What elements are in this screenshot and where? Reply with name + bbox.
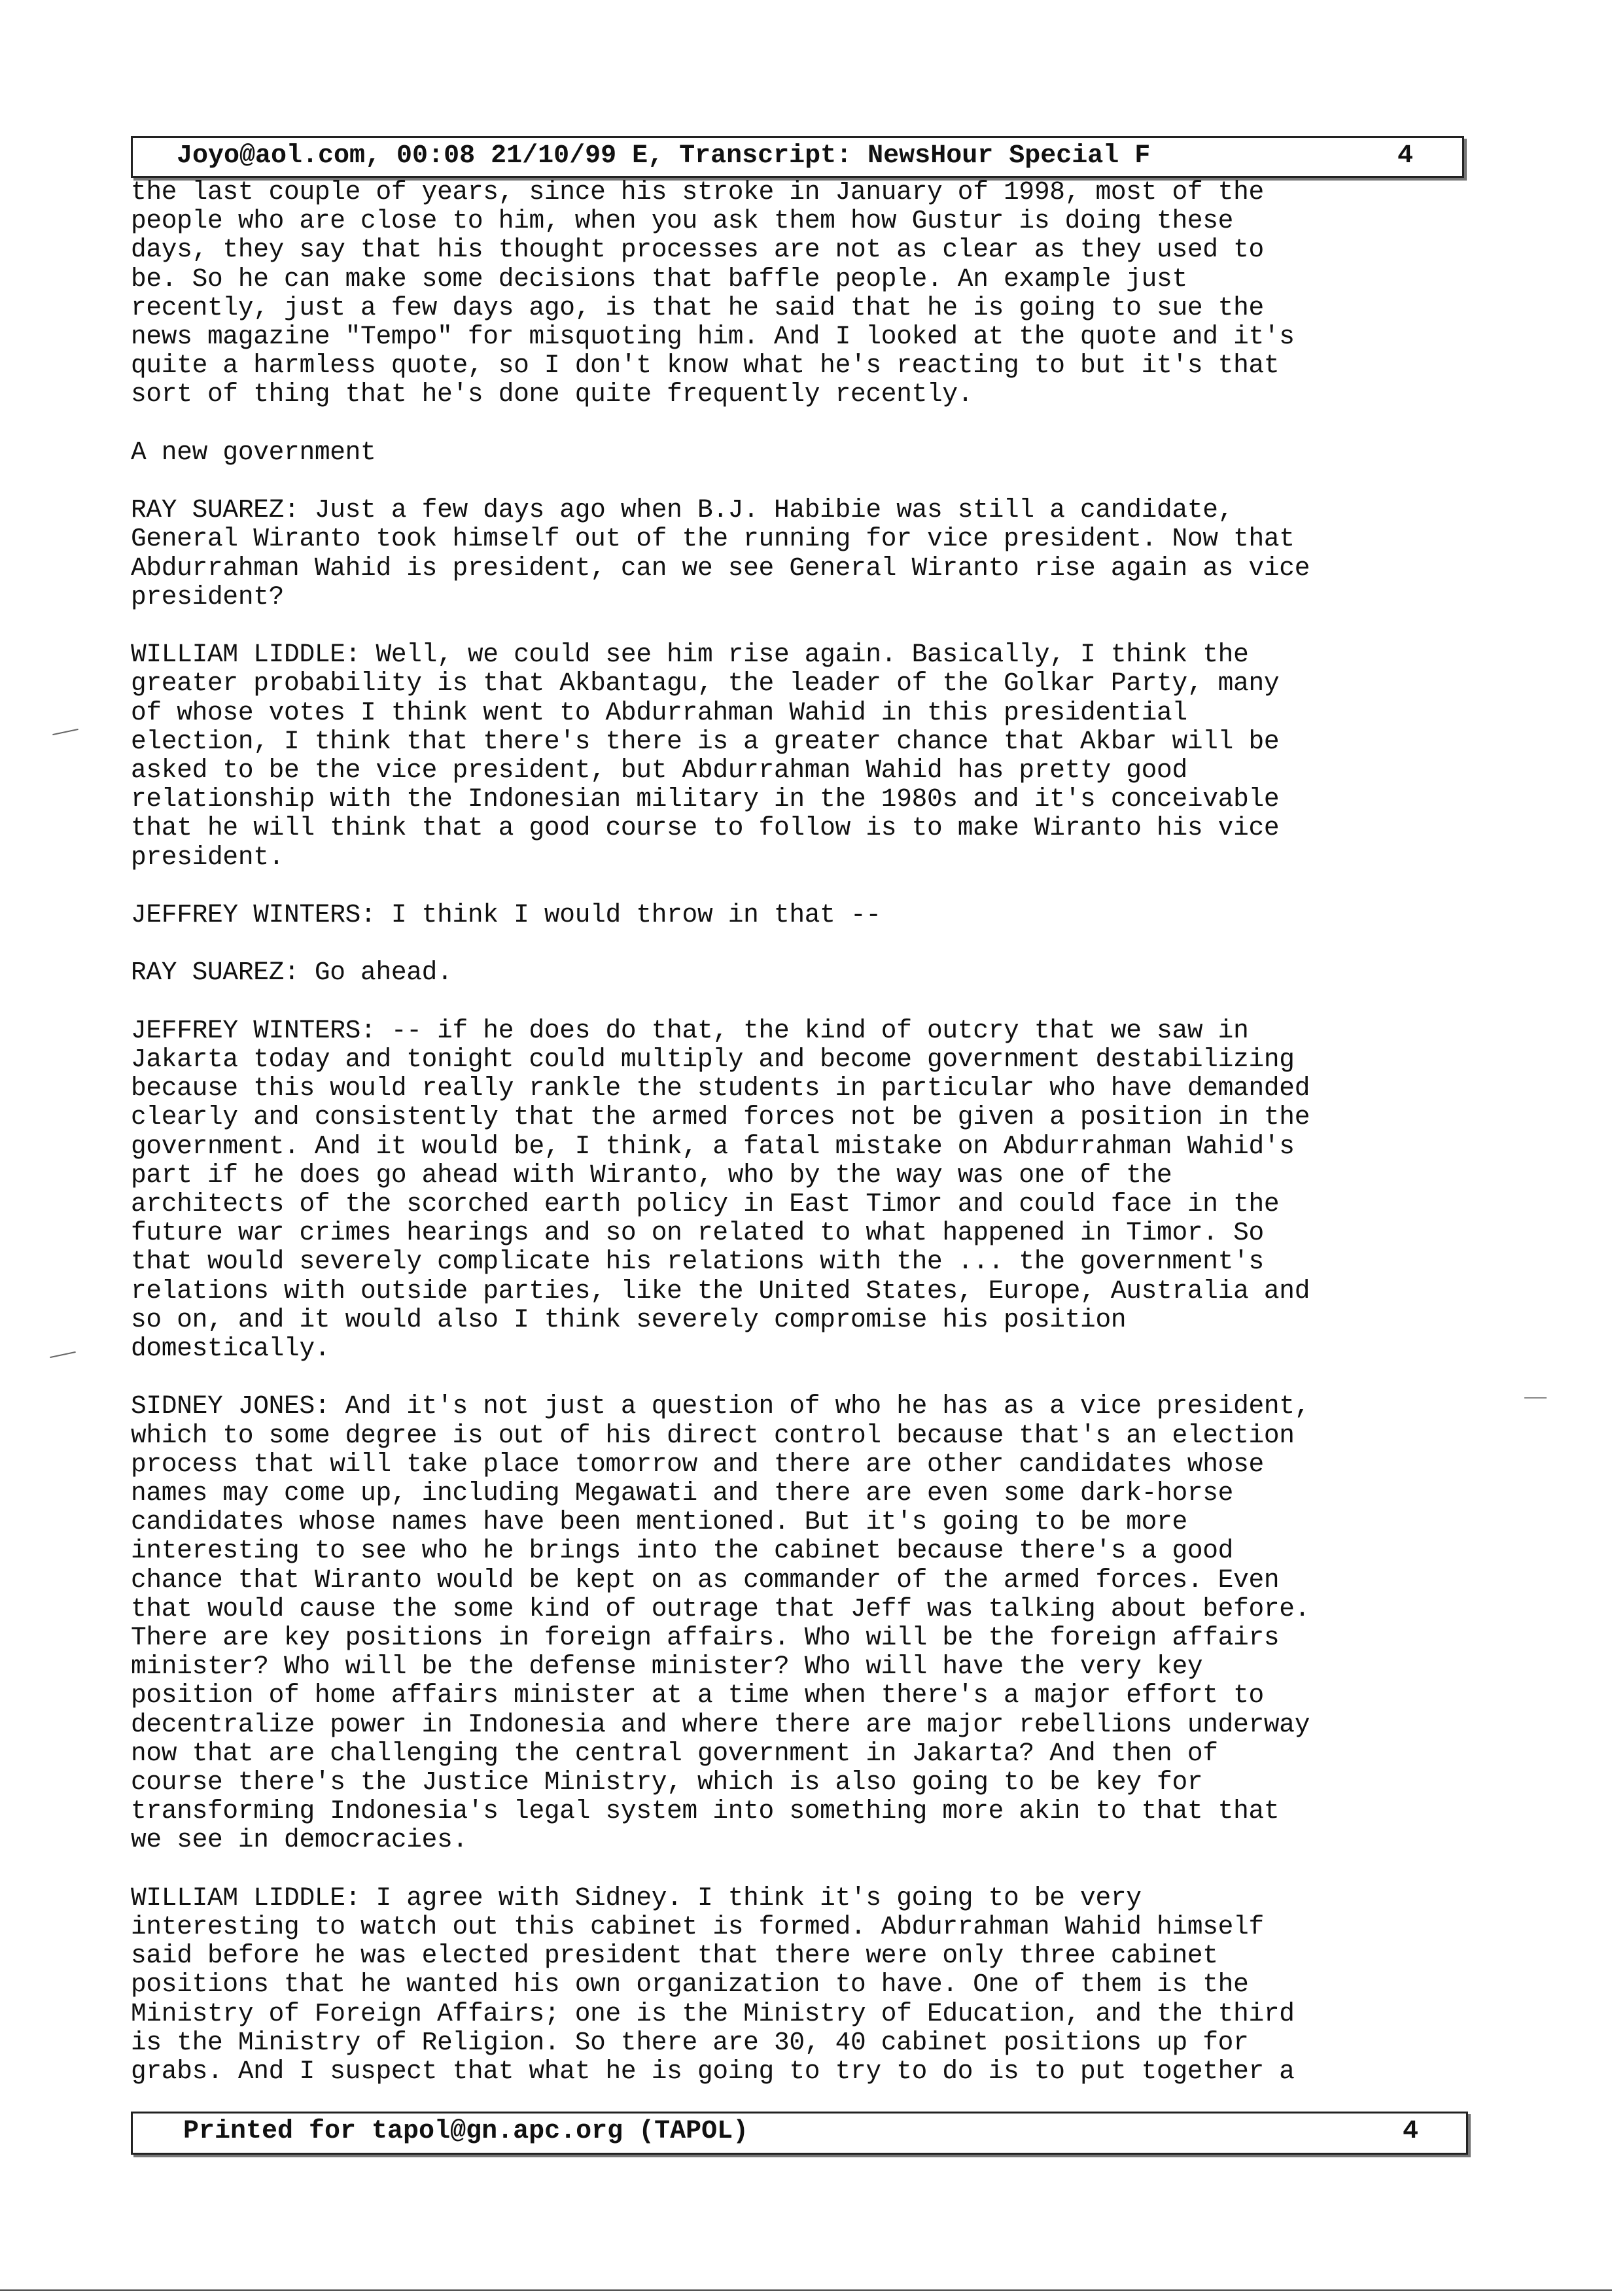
text-line: government. And it would be, I think, a fatal mistake on Abdurrahman Wahid's: [131, 1131, 1295, 1161]
text-line: A new government: [131, 437, 376, 467]
text-line: that would severely complicate his relations with the ... the government's: [131, 1247, 1264, 1277]
text-line: names may come up, including Megawati and there are even some dark-horse: [131, 1478, 1234, 1508]
text-line: General Wiranto took himself out of the running for vice president. Now that: [131, 524, 1295, 554]
transcript-paragraph: [131, 438, 1465, 467]
transcript-paragraph: [131, 640, 1465, 872]
text-line: greater probability is that Akbantagu, the leader of the Golkar Party, many: [131, 669, 1280, 699]
text-line: decentralize power in Indonesia and where there are major rebellions underway: [131, 1709, 1310, 1739]
text-line: SIDNEY JONES: And it's not just a question of who he has as a vice president,: [131, 1391, 1310, 1421]
text-line: interesting to watch out this cabinet is formed. Abdurrahman Wahid himself: [131, 1912, 1264, 1942]
text-line: Abdurrahman Wahid is president, can we see General Wiranto rise again as vice: [131, 553, 1310, 583]
text-line: is the Ministry of Religion. So there are 30, 40 cabinet positions up for: [131, 2027, 1249, 2057]
text-line: be. So he can make some decisions that baffle people. An example just: [131, 264, 1187, 294]
text-line: we see in democracies.: [131, 1825, 468, 1855]
text-line: that would cause the some kind of outrage that Jeff was talking about before.: [131, 1593, 1310, 1624]
text-line: news magazine "Tempo" for misquoting him. And I looked at the quote and it's: [131, 322, 1295, 352]
transcript-body: [131, 178, 1465, 2115]
text-line: process that will take place tomorrow and there are other candidates whose: [131, 1449, 1264, 1479]
text-line: JEFFREY WINTERS: I think I would throw in that --: [131, 900, 881, 930]
text-line: so on, and it would also I think severely compromise his position: [131, 1304, 1127, 1334]
text-line: chance that Wiranto would be kept on as commander of the armed forces. Even: [131, 1565, 1280, 1595]
text-line: sort of thing that he's done quite frequently recently.: [131, 379, 973, 409]
header-title: Joyo@aol.com, 00:08 21/10/99 E, Transcript: NewsHour Special F: [177, 141, 1151, 171]
text-line: There are key positions in foreign affairs. Who will be the foreign affairs: [131, 1623, 1280, 1653]
text-line: because this would really rankle the students in particular who have demanded: [131, 1073, 1310, 1104]
transcript-paragraph: [131, 496, 1465, 612]
text-line: RAY SUAREZ: Go ahead.: [131, 958, 453, 988]
text-line: future war crimes hearings and so on related to what happened in Timor. So: [131, 1218, 1264, 1248]
text-line: candidates whose names have been mentioned. But it's going to be more: [131, 1507, 1187, 1537]
text-line: president?: [131, 582, 285, 612]
text-line: asked to be the vice president, but Abdurrahman Wahid has pretty good: [131, 756, 1187, 786]
text-line: people who are close to him, when you ask them how Gustur is doing these: [131, 206, 1234, 236]
footer-page-number: 4: [1403, 2117, 1419, 2146]
transcript-paragraph: [131, 1017, 1465, 1363]
text-line: clearly and consistently that the armed forces not be given a position in the: [131, 1102, 1310, 1132]
text-line: relationship with the Indonesian military in the 1980s and it's conceivable: [131, 784, 1280, 814]
text-line: course there's the Justice Ministry, which is also going to be key for: [131, 1767, 1203, 1798]
text-line: interesting to see who he brings into the cabinet because there's a good: [131, 1536, 1234, 1566]
text-line: RAY SUAREZ: Just a few days ago when B.J. Habibie was still a candidate,: [131, 495, 1234, 525]
text-line: president.: [131, 842, 285, 872]
header-page-number: 4: [1397, 141, 1414, 171]
text-line: election, I think that there's there is a greater chance that Akbar will be: [131, 726, 1280, 756]
text-line: WILLIAM LIDDLE: I agree with Sidney. I think it's going to be very: [131, 1883, 1142, 1913]
text-line: position of home affairs minister at a time when there's a major effort to: [131, 1680, 1264, 1711]
text-line: now that are challenging the central government in Jakarta? And then of: [131, 1738, 1218, 1768]
text-line: recently, just a few days ago, is that he said that he is going to sue the: [131, 292, 1264, 322]
scan-margin-mark: [1524, 1397, 1547, 1399]
text-line: relations with outside parties, like the United States, Europe, Australia and: [131, 1276, 1310, 1306]
text-line: Jakarta today and tonight could multiply and become government destabilizing: [131, 1045, 1295, 1074]
transcript-paragraph: [131, 901, 1465, 930]
text-line: domestically.: [131, 1334, 330, 1364]
text-line: Ministry of Foreign Affairs; one is the Ministry of Education, and the third: [131, 1998, 1295, 2028]
text-line: that he will think that a good course to follow is to make Wiranto his vice: [131, 813, 1280, 843]
text-line: said before he was elected president that there were only three cabinet: [131, 1941, 1218, 1971]
scan-margin-mark: [52, 729, 79, 735]
text-line: which to some degree is out of his direct control because that's an election: [131, 1420, 1295, 1450]
text-line: quite a harmless quote, so I don't know what he's reacting to but it's that: [131, 351, 1280, 381]
transcript-paragraph: [131, 1392, 1465, 1854]
text-line: WILLIAM LIDDLE: Well, we could see him rise again. Basically, I think the: [131, 640, 1249, 670]
transcript-paragraph: [131, 958, 1465, 987]
text-line: the last couple of years, since his stroke in January of 1998, most of the: [131, 177, 1264, 207]
text-line: days, they say that his thought processes are not as clear as they used to: [131, 235, 1264, 265]
footer-text: Printed for tapol@gn.apc.org (TAPOL): [183, 2117, 749, 2146]
text-line: positions that he wanted his own organization to have. One of them is the: [131, 1970, 1249, 2000]
scan-margin-mark: [50, 1351, 76, 1358]
transcript-paragraph: [131, 178, 1465, 409]
text-line: transforming Indonesia's legal system into something more akin to that that: [131, 1796, 1280, 1826]
text-line: grabs. And I suspect that what he is going to try to do is to put together a: [131, 2057, 1295, 2087]
transcript-paragraph: [131, 1884, 1465, 2086]
text-line: part if he does go ahead with Wiranto, who by the way was one of the: [131, 1160, 1172, 1190]
text-line: JEFFREY WINTERS: -- if he does do that, the kind of outcry that we saw in: [131, 1015, 1249, 1045]
text-line: of whose votes I think went to Abdurrahman Wahid in this presidential: [131, 697, 1187, 727]
scan-edge-line: [0, 2289, 1612, 2291]
text-line: architects of the scorched earth policy in East Timor and could face in the: [131, 1189, 1280, 1219]
text-line: minister? Who will be the defense minister? Who will have the very key: [131, 1652, 1203, 1682]
